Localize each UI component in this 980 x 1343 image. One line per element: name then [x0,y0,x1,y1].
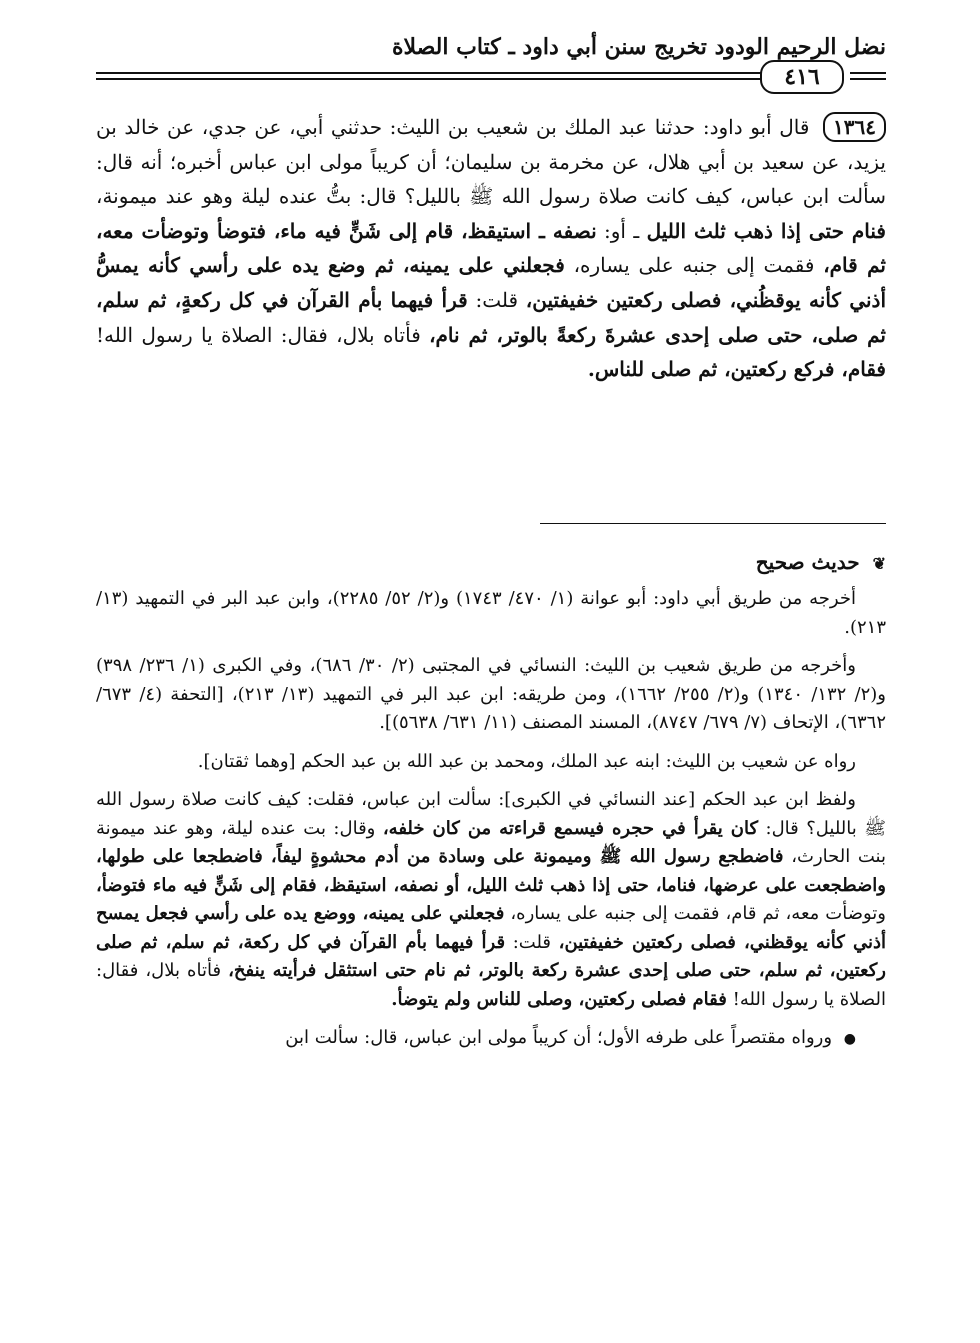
commentary-bold-segment: فقام فصلى ركعتين، وصلى للناس ولم يتوضأ. [391,988,727,1010]
header-rule [850,78,886,80]
hadith-grade [756,548,886,578]
takhrij-commentary [96,585,886,1064]
commentary-segment: ورواه مقتصراً على طرفه الأول؛ أن كريباً مولى ابن عباس، قال: سألت ابن [285,1027,833,1048]
commentary-segment: وقال: بت عنده ليلة، وهو عند ميمونة بنت الحارث، [96,817,887,867]
header-title: نضل الرحيم الودود تخريج سنن أبي داود ـ كتاب الصلاة [391,34,886,60]
page-number: ٤١٦ [760,60,844,94]
hadith-bold-segment: قرأ فيهما بأم القرآن في كل ركعةٍ، ثم سلم، ثم صلى، حتى صلى إحدى عشرةَ ركعةً بالوتر، ثم نام، [96,287,886,347]
running-header [96,28,886,88]
hadith-bold-segment: فنام حتى إذا ذهب ثلث الليل [646,218,886,243]
commentary-bold-segment: فجعلني على يمينه، ووضع يده على رأسي فجعل يمسح أذني كأنه يوقظني، فصلى ركعتين خفيفتين، [96,903,886,953]
header-rule [96,72,786,74]
commentary-segment: قلت: [512,931,552,953]
leaf-icon: ❦ [872,554,886,573]
hadith-segment: قلت: [475,287,519,312]
commentary-segment: ولفظ ابن عبد الحكم [عند النسائي في الكبرى]: سألت ابن عباس، فقلت: كيف كانت صلاة رسول الله ﷺ بالليل؟ قال: [96,789,886,839]
header-rule [96,78,786,80]
hadith-bold-segment: فجعلني على يمينه، ثم وضع يده على رأسي كأنه يمسُّ أذني كأنه يوقظُني، فصلى ركعتين خفيفتين، [96,253,887,312]
commentary-segment: فأتاه بلال، فقال: الصلاة يا رسول الله! [96,960,886,1010]
commentary-paragraph: أخرجه من طريق أبي داود: أبو عوانة (١/ ٤٧٠/ ١٧٤٣) و(٢/ ٥٢/ ٢٢٨٥)، وابن عبد البر في التمهيد (١٣/ ٢١٣). [96,588,886,638]
hadith-text [96,110,886,387]
commentary-paragraph [96,786,886,1014]
commentary-paragraph: رواه عن شعيب بن الليث: ابنه عبد الملك، ومحمد بن عبد الله بن عبد الحكم [وهما ثقتان]. [197,750,856,772]
commentary-paragraph: وأخرجه من طريق شعيب بن الليث: النسائي في المجتبى (٢/ ٣٠/ ٦٨٦)، وفي الكبرى (١/ ٢٣٦/ ٣٩٨) و(٢/ ١٣٢/ ١٣٤٠) و(٢/ ٢٥٥/ ١٦٦٢)، ومن طريقه: ابن عبد البر في التمهيد (١٣/ ٢١٣)، [التحفة (٤/ ٦٧٣/ ٦٣٦٢)، الإتحاف (٧/ ٦٧٩/ ٨٧٤٧)، المسند المصنف (١١/ ٦٣١/ ٥٦٣٨)]. [96,655,886,733]
section-divider [540,523,886,524]
hadith-bold-segment: نصفه ـ استيقظ، قام إلى شَنٍّ فيه ماء، فتوضأ وتوضأت معه، ثم قام، [96,218,886,278]
hadith-segment: فأتاه بلال، فقال: الصلاة يا رسول الله! [96,322,421,347]
commentary-paragraph [96,1024,886,1054]
commentary-bold-segment: كان يقرأ في حجره فيسمع قراءته من كان خلفه، [382,817,759,839]
grade-text: حديث صحيح [755,550,860,574]
hadith-segment: فقمت إلى جنبه على يساره، [573,253,815,278]
hadith-segment: ـ أو: [604,218,640,243]
hadith-segment: قال أبو داود: حدثنا عبد الملك بن شعيب بن الليث: حدثني أبي، عن جدي، عن خالد بن يزيد، عن سعيد بن أبي هلال، عن مخرمة بن سليمان؛ أن كريباً مولى ابن عباس أخبره؛ أنه قال: سألت ابن عباس، كيف كانت صلاة رسول الله ﷺ بالليل؟ قال: بتُّ عنده ليلة وهو عند ميمونة، [96,115,886,209]
hadith-number-badge: ١٣٦٤ [823,112,886,142]
commentary-bold-segment: فاضطجع رسول الله ﷺ وميمونة على وسادة من أدم محشوةٍ ليفاً، فاضطجعا على طولها، واضطجعت على عرضها، فناما، حتى إذا ذهب ثلث الليل، أو نصفه، استيقظ، فقام إلى شَنٍّ فيه ماء فتوضأ، [96,846,886,896]
bullet-icon: ● [843,1031,856,1047]
commentary-bold-segment: قرأ فيهما بأم القرآن في كل ركعة، ثم سلم، ثم صلى ركعتين، ثم سلم، حتى صلى إحدى عشرة ركعة بالوتر، ثم نام حتى استثقل فرأيته ينفخ، [96,931,886,981]
commentary-segment: وتوضأت معه، ثم قام، فقمت إلى جنبه على يساره، [510,903,886,924]
header-rule [850,72,886,74]
hadith-bold-segment: فقام، فركع ركعتين، ثم صلى للناس. [587,357,886,382]
